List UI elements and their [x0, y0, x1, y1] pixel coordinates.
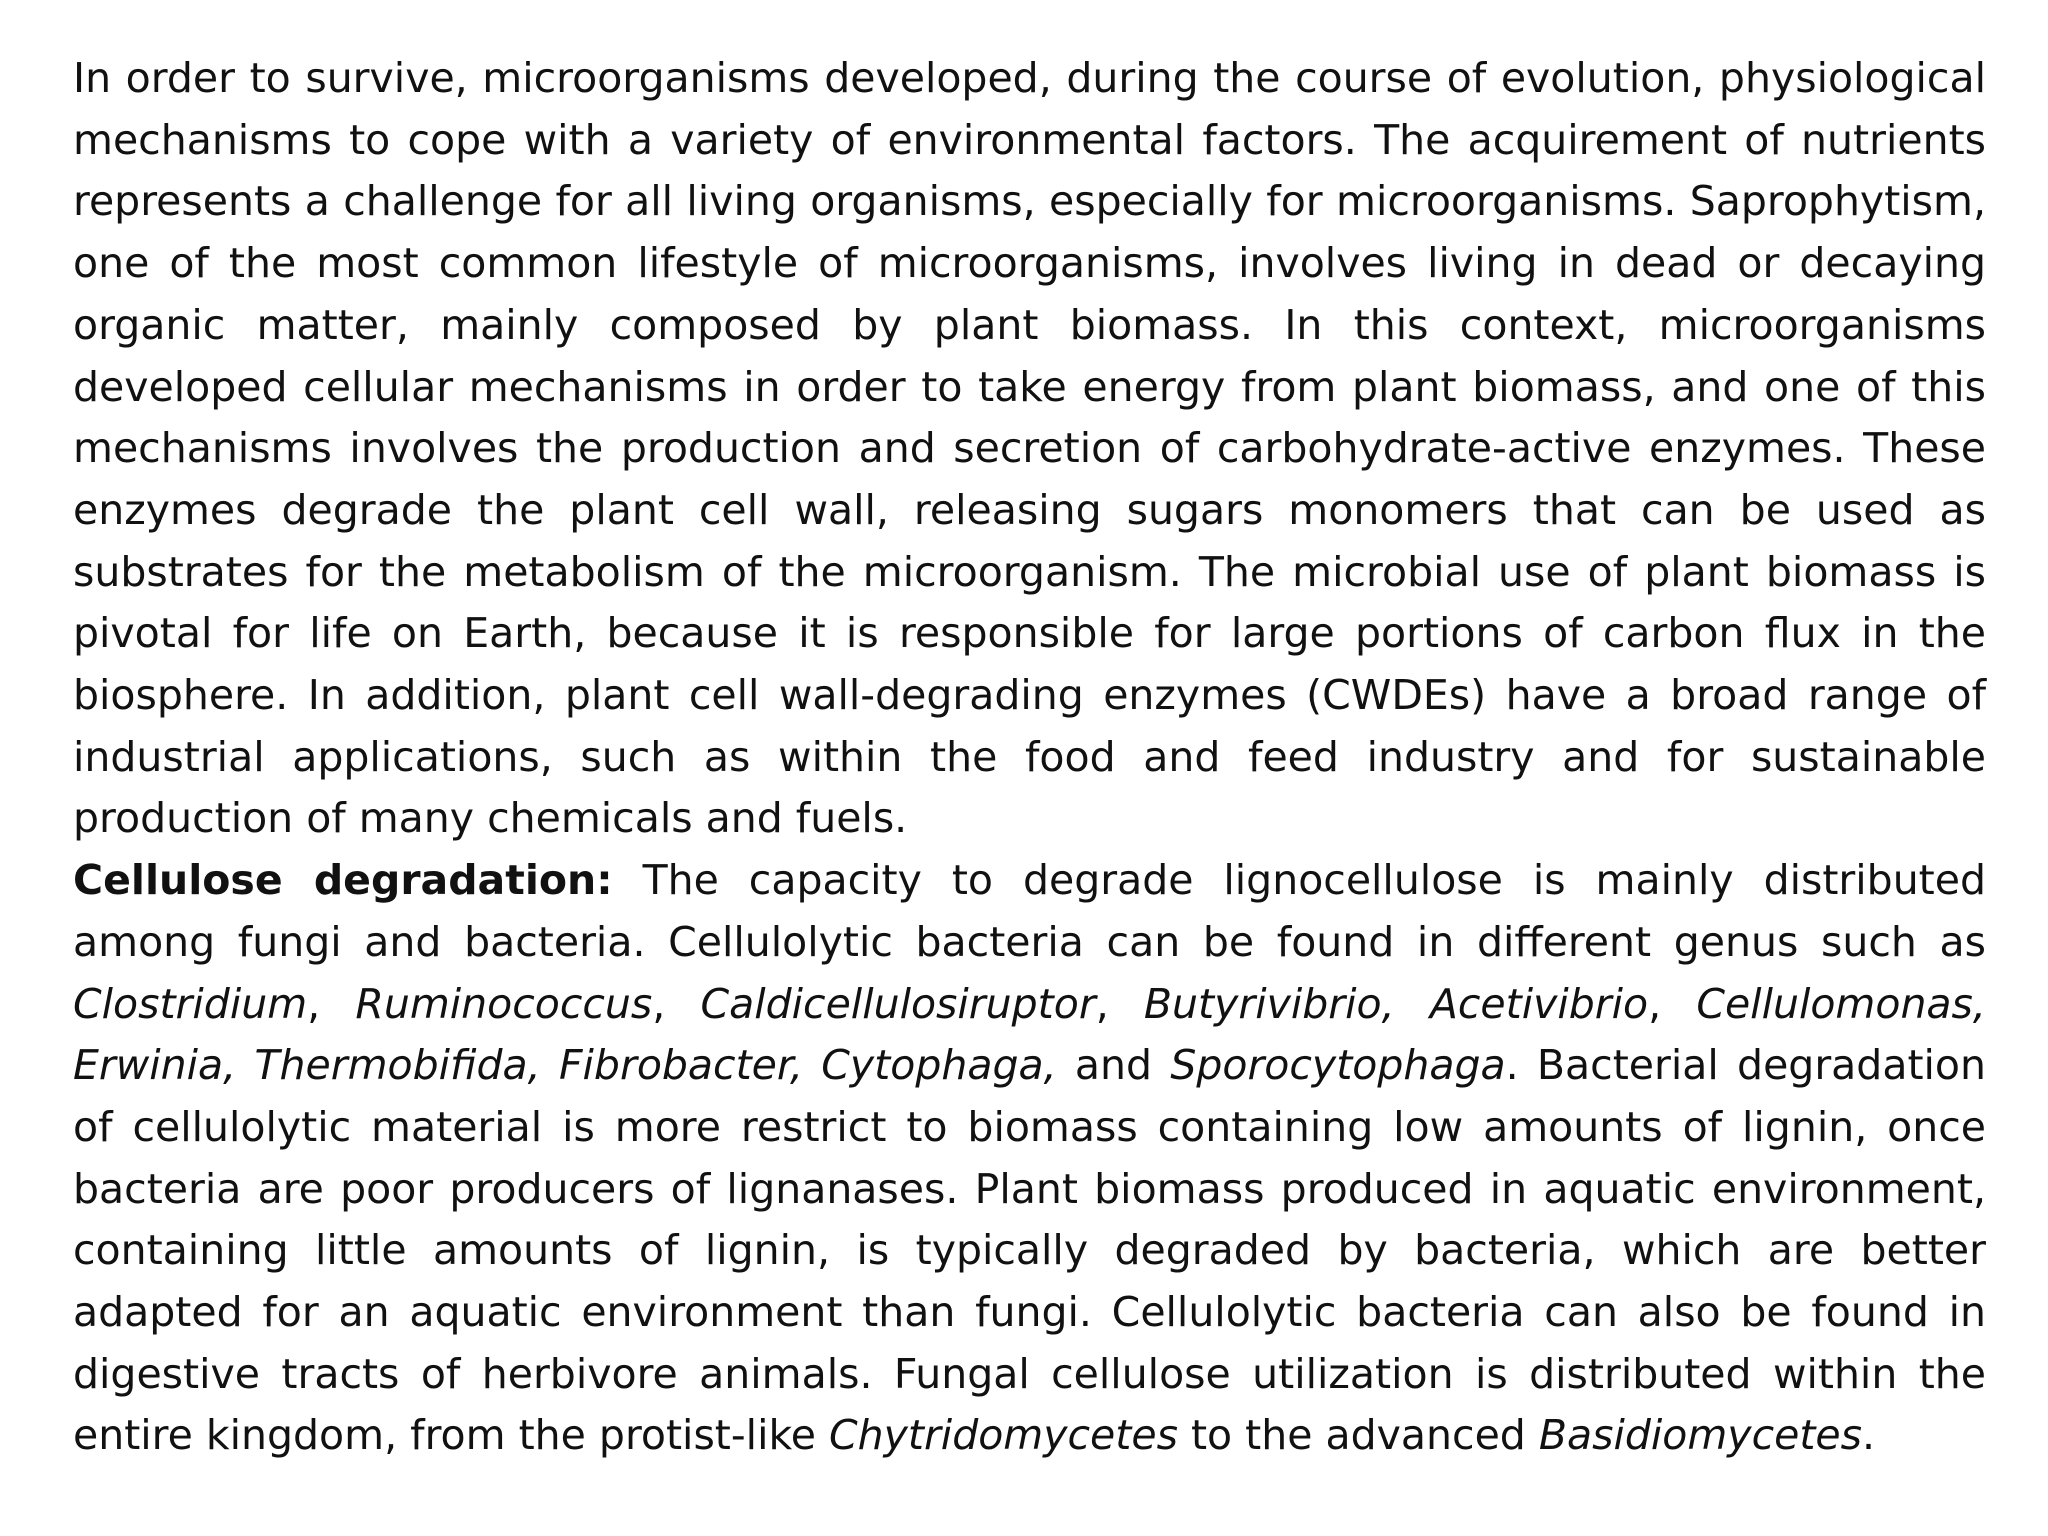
cellulose-text-part: The capacity to degrade lignocellulose is mainly distributed among fungi and bacteria. Cellulolytic bacteria can be found in different genus such as — [73, 856, 1987, 966]
genus-name: Caldicellulosiruptor — [700, 979, 1096, 1028]
separator-text: , — [1648, 979, 1697, 1028]
separator-text: , — [1095, 979, 1144, 1028]
cellulose-paragraph — [73, 850, 1986, 1467]
taxon-class-name: Basidiomycetes — [1538, 1411, 1862, 1460]
cellulose-text-part: . — [1862, 1411, 1876, 1460]
cellulose-text-part: to the advanced — [1177, 1411, 1539, 1460]
separator-text: , — [307, 979, 356, 1028]
separator-text: and — [1056, 1041, 1171, 1090]
intro-paragraph: In order to survive, microorganisms developed, during the course of evolution, physiological mechanisms to cope with a variety of environmental factors. The acquirement of nutrients represents a challenge for all living organisms, especially for microorganisms. Saprophytism, one of the most common lifestyle of microorganisms, involves living in dead or decaying organic matter, mainly composed by plant biomass. In this context, microorganisms developed cellular mechanisms in order to take energy from plant biomass, and one of this mechanisms involves the production and secretion of carbohydrate-active enzymes. These enzymes degrade the plant cell wall, releasing sugars monomers that can be used as substrates for the metabolism of the microorganism. The microbial use of plant biomass is pivotal for life on Earth, because it is responsible for large portions of carbon flux in the biosphere. In addition, plant cell wall-degrading enzymes (CWDEs) have a broad range of industrial applications, such as within the food and feed industry and for sustainable production of many chemicals and fuels. — [73, 54, 1986, 843]
genus-name: Clostridium — [73, 979, 308, 1028]
taxon-class-name: Chytridomycetes — [829, 1411, 1178, 1460]
cellulose-text-part: . Bacterial degradation of cellulolytic material is more restrict to biomass containing low amounts of lignin, once bacteria are poor producers of lignanases. Plant biomass produced in aquatic environment, containing little amounts of lignin, is typically degraded by bacteria, which are better adapted for an aquatic environment than fungi. Cellulolytic bacteria can also be found in digestive tracts of herbivore animals. Fungal cellulose utilization is distributed within the entire kingdom, from the protist-like — [73, 1041, 1986, 1460]
genus-name: Cellulomonas, Erwinia, Thermobifida, Fibrobacter, Cytophaga, — [73, 979, 1986, 1090]
genus-name: Ruminococcus — [355, 979, 653, 1028]
separator-text: , — [652, 979, 701, 1028]
document-page — [73, 48, 1986, 1467]
cellulose-heading: Cellulose degradation: — [73, 856, 613, 905]
genus-name: Sporocytophaga — [1170, 1041, 1506, 1090]
genus-name: Butyrivibrio, Acetivibrio — [1143, 979, 1649, 1028]
